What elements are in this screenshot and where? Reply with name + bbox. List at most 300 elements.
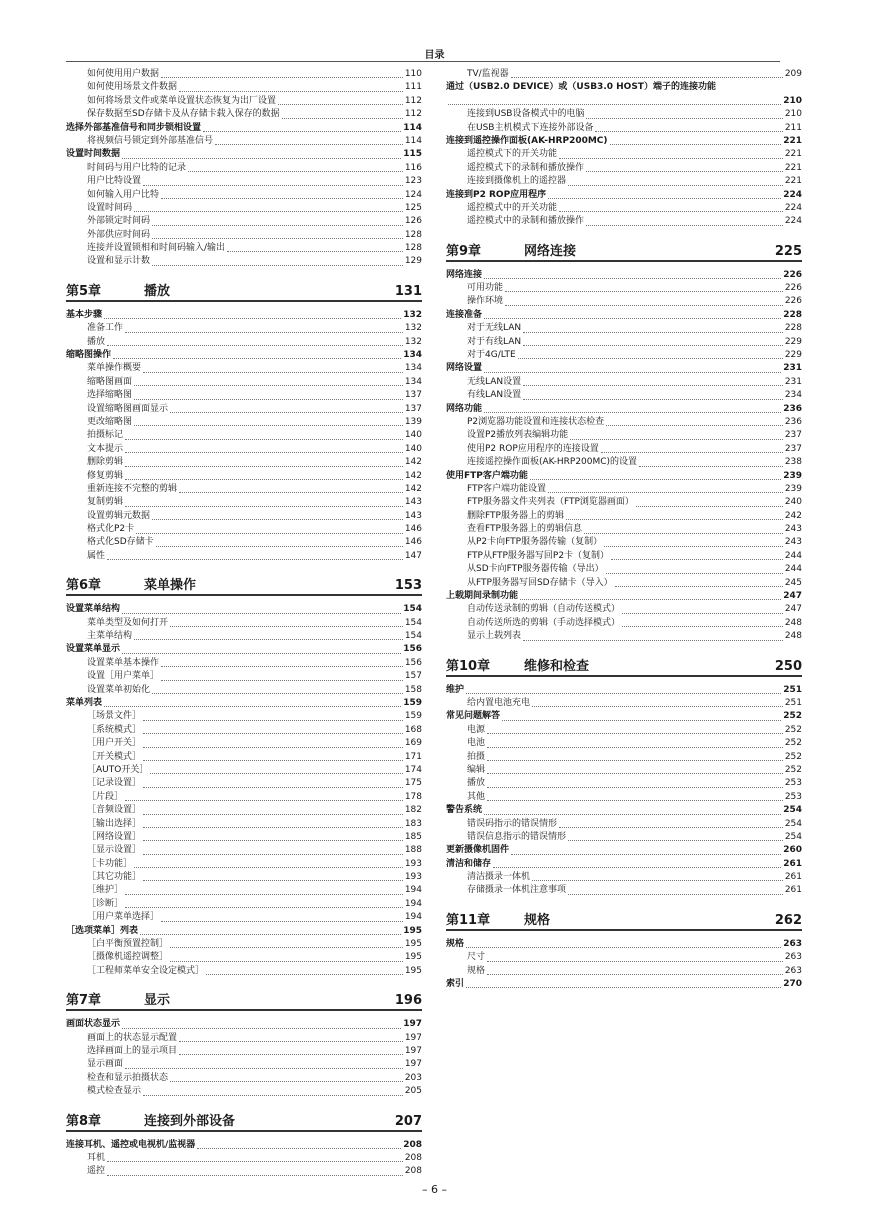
leader-dots [606, 572, 783, 574]
leader-dots [570, 438, 783, 440]
leader-dots [143, 853, 403, 855]
leader-dots [104, 705, 401, 707]
toc-page: 252 [784, 738, 802, 749]
toc-title: 修复剪辑 [87, 470, 124, 481]
leader-dots [125, 1067, 403, 1069]
toc-subentry[interactable] [66, 175, 422, 188]
toc-page: 226 [784, 283, 802, 294]
toc-subentry[interactable] [446, 617, 802, 630]
leader-dots [143, 826, 403, 828]
toc-page: 195 [404, 939, 422, 950]
toc-page: 226 [784, 296, 802, 307]
chapter-number: 第7章 [66, 993, 102, 1009]
toc-subentry[interactable] [446, 791, 802, 804]
toc-subentry[interactable] [66, 255, 422, 268]
toc-title: 用户比特设置 [87, 176, 142, 187]
toc-subentry[interactable] [446, 282, 802, 295]
toc-section-entry[interactable] [66, 148, 422, 161]
header-rule [66, 61, 780, 62]
toc-page: 221 [783, 135, 802, 146]
leader-dots [523, 344, 783, 346]
toc-title: 无线LAN设置 [467, 376, 522, 387]
toc-subentry[interactable] [446, 951, 802, 964]
toc-subentry[interactable] [66, 630, 422, 643]
toc-title: 重新连接不完整的剪辑 [87, 483, 178, 494]
toc-subentry[interactable] [446, 108, 802, 121]
toc-section-entry[interactable] [66, 603, 422, 616]
toc-subentry[interactable] [66, 617, 422, 630]
toc-subentry[interactable] [66, 429, 422, 442]
toc-section-entry[interactable] [66, 349, 422, 362]
toc-subentry[interactable] [446, 577, 802, 590]
toc-subentry[interactable] [446, 295, 802, 308]
toc-title: ［记录设置］ [87, 778, 142, 789]
toc-subentry[interactable] [66, 470, 422, 483]
leader-dots [548, 491, 783, 493]
toc-section-entry[interactable] [66, 643, 422, 656]
chapter-heading[interactable] [446, 908, 802, 931]
toc-entry-page-continuation [446, 95, 802, 108]
toc-page: 238 [784, 457, 802, 468]
leader-dots [487, 960, 783, 962]
toc-title: ［维护］ [87, 885, 124, 896]
toc-subentry[interactable] [446, 537, 802, 550]
toc-subentry[interactable] [66, 818, 422, 831]
leader-dots [466, 946, 781, 948]
leader-dots [511, 76, 783, 78]
toc-title: ［其它功能］ [87, 872, 142, 883]
toc-subentry[interactable] [66, 135, 422, 148]
toc-section-entry[interactable] [66, 309, 422, 322]
leader-dots [282, 117, 403, 119]
toc-title: 选择缩略图 [87, 390, 133, 401]
toc-subentry[interactable] [66, 162, 422, 175]
leader-dots [197, 1147, 401, 1149]
toc-page: 252 [784, 751, 802, 762]
toc-title: 设置菜单基本操作 [87, 657, 160, 668]
toc-subentry[interactable] [66, 938, 422, 951]
toc-subentry[interactable] [446, 336, 802, 349]
toc-page: 137 [404, 390, 422, 401]
toc-title: ［系统模式］ [87, 724, 142, 735]
toc-title: 连接遥控操作面板(AK-HRP200MC)的设置 [467, 457, 638, 468]
toc-title: ［开关模式］ [87, 751, 142, 762]
toc-subentry[interactable] [66, 537, 422, 550]
toc-subentry[interactable] [446, 510, 802, 523]
toc-title: 属性 [87, 550, 106, 561]
toc-subentry[interactable] [66, 1072, 422, 1085]
toc-title: 有线LAN设置 [467, 390, 522, 401]
toc-subentry[interactable] [446, 483, 802, 496]
toc-page: 146 [404, 524, 422, 535]
toc-title: 错误码指示的错误情形 [467, 818, 558, 829]
toc-title: 对于4G/LTE [467, 350, 516, 361]
toc-title: 其他 [467, 791, 486, 802]
chapter-page: 207 [394, 1113, 422, 1129]
toc-subentry[interactable] [66, 804, 422, 817]
toc-subentry[interactable] [66, 68, 422, 81]
leader-dots [586, 117, 782, 119]
toc-subentry[interactable] [66, 242, 422, 255]
toc-page: 168 [404, 724, 422, 735]
toc-subentry[interactable] [446, 777, 802, 790]
toc-subentry[interactable] [446, 764, 802, 777]
toc-page: 253 [784, 778, 802, 789]
toc-page: 210 [783, 95, 802, 106]
toc-subentry[interactable] [66, 202, 422, 215]
toc-subentry[interactable] [446, 751, 802, 764]
toc-subentry[interactable] [446, 443, 802, 456]
toc-subentry[interactable] [446, 322, 802, 335]
toc-title: 时间码与用户比特的记录 [87, 162, 187, 173]
toc-subentry[interactable] [66, 751, 422, 764]
leader-dots [505, 304, 783, 306]
toc-subentry[interactable] [66, 456, 422, 469]
leader-dots [161, 76, 403, 78]
leader-dots [150, 772, 402, 774]
toc-page: 221 [784, 162, 802, 173]
leader-dots [125, 465, 403, 467]
toc-title: 外部供应时间码 [87, 229, 151, 240]
toc-title: 清洁摄录一体机 [467, 872, 531, 883]
toc-page: 224 [784, 216, 802, 227]
toc-subentry[interactable] [446, 148, 802, 161]
toc-page: 243 [784, 524, 802, 535]
toc-subentry[interactable] [66, 911, 422, 924]
toc-title: 连接到USB设备模式中的电脑 [467, 109, 585, 120]
toc-subentry[interactable] [66, 81, 422, 94]
toc-section-entry[interactable] [66, 1139, 422, 1152]
toc-title: 耳机 [87, 1152, 106, 1163]
toc-subentry[interactable] [66, 550, 422, 563]
leader-dots [143, 1094, 403, 1096]
toc-section-entry[interactable] [446, 135, 802, 148]
toc-subentry[interactable] [66, 791, 422, 804]
toc-title: 设置缩略图画面显示 [87, 403, 169, 414]
toc-subentry[interactable] [446, 175, 802, 188]
toc-title: 在USB主机模式下连接外部设备 [467, 122, 594, 133]
toc-subentry[interactable] [446, 884, 802, 897]
toc-subentry[interactable] [446, 429, 802, 442]
toc-page: 239 [784, 483, 802, 494]
toc-title: ［音频设置］ [87, 805, 142, 816]
toc-subentry[interactable] [66, 1165, 422, 1178]
toc-section-entry[interactable] [66, 697, 422, 710]
toc-subentry[interactable] [446, 68, 802, 81]
toc-subentry[interactable] [446, 965, 802, 978]
toc-page: 142 [404, 470, 422, 481]
toc-page: 244 [784, 550, 802, 561]
leader-dots [143, 746, 403, 748]
leader-dots [487, 786, 783, 788]
toc-section-entry[interactable] [446, 804, 802, 817]
toc-subentry[interactable] [66, 670, 422, 683]
toc-title: 删除剪辑 [87, 457, 124, 468]
toc-title: 连接耳机、遥控或电视机/监视器 [66, 1139, 196, 1150]
toc-title: 画面状态显示 [66, 1019, 121, 1030]
toc-subentry[interactable] [66, 336, 422, 349]
toc-page: 142 [404, 457, 422, 468]
toc-subentry[interactable] [446, 456, 802, 469]
leader-dots [122, 1027, 401, 1029]
toc-subentry[interactable] [446, 349, 802, 362]
toc-title: 保存数据至SD存储卡及从存储卡载入保存的数据 [87, 109, 280, 120]
toc-subentry[interactable] [66, 496, 422, 509]
toc-page: 228 [784, 323, 802, 334]
toc-title: 设置菜单初始化 [87, 684, 151, 695]
leader-dots [134, 638, 403, 640]
toc-subentry[interactable] [66, 443, 422, 456]
toc-subentry[interactable] [66, 510, 422, 523]
leader-dots [143, 371, 403, 373]
toc-subentry[interactable] [446, 871, 802, 884]
toc-title: 规格 [446, 938, 465, 949]
toc-section-entry[interactable] [446, 362, 802, 375]
leader-dots [566, 518, 783, 520]
leader-dots [520, 598, 781, 600]
toc-page: 195 [404, 965, 422, 976]
toc-title: 选择外部基准信号和同步锁相设置 [66, 122, 202, 133]
toc-subentry[interactable] [66, 403, 422, 416]
toc-section-entry[interactable] [446, 309, 802, 322]
toc-subentry[interactable] [66, 1058, 422, 1071]
leader-dots [568, 893, 783, 895]
toc-title: 规格 [467, 965, 486, 976]
chapter-title: 菜单操作 [144, 578, 197, 594]
chapter-heading[interactable] [66, 1109, 422, 1132]
toc-subentry[interactable] [66, 858, 422, 871]
leader-dots [518, 357, 783, 359]
toc-subentry[interactable] [446, 389, 802, 402]
toc-subentry[interactable] [446, 122, 802, 135]
toc-title: 自动传送所选的剪辑（手动选择模式） [467, 617, 621, 628]
toc-page: 240 [784, 497, 802, 508]
toc-page: 252 [784, 724, 802, 735]
toc-page: 134 [403, 350, 422, 361]
leader-dots [203, 130, 401, 132]
toc-title: 检查和显示拍摄状态 [87, 1072, 169, 1083]
leader-dots [523, 398, 783, 400]
leader-dots [113, 357, 401, 359]
toc-page: 139 [404, 416, 422, 427]
toc-subentry[interactable] [66, 322, 422, 335]
toc-page: 197 [404, 1032, 422, 1043]
toc-section-entry[interactable] [446, 844, 802, 857]
toc-subentry[interactable] [66, 831, 422, 844]
toc-subentry[interactable] [66, 965, 422, 978]
toc-subentry[interactable] [446, 563, 802, 576]
toc-title: 画面上的状态显示配置 [87, 1032, 178, 1043]
toc-subentry[interactable] [66, 657, 422, 670]
toc-page: 194 [404, 912, 422, 923]
toc-subentry[interactable] [66, 777, 422, 790]
toc-subentry[interactable] [66, 1152, 422, 1165]
toc-subentry[interactable] [446, 831, 802, 844]
toc-section-entry[interactable] [446, 81, 802, 94]
toc-section-entry[interactable] [66, 925, 422, 938]
toc-page: 252 [783, 711, 802, 722]
toc-subentry[interactable] [66, 523, 422, 536]
leader-dots [143, 786, 403, 788]
toc-subentry[interactable] [66, 1045, 422, 1058]
toc-page: 143 [404, 497, 422, 508]
leader-dots [179, 491, 403, 493]
toc-title: 常见问题解答 [446, 711, 501, 722]
toc-subentry[interactable] [66, 710, 422, 723]
toc-section-entry[interactable] [446, 938, 802, 951]
toc-page: 158 [404, 684, 422, 695]
toc-section-entry[interactable] [446, 470, 802, 483]
toc-section-entry[interactable] [446, 684, 802, 697]
toc-title: 复制剪辑 [87, 497, 124, 508]
toc-subentry[interactable] [66, 376, 422, 389]
toc-subentry[interactable] [66, 389, 422, 402]
toc-subentry[interactable] [446, 376, 802, 389]
toc-page: 116 [404, 162, 422, 173]
toc-title: 网络连接 [446, 269, 483, 280]
toc-title: 警告系统 [446, 805, 483, 816]
toc-section-entry[interactable] [446, 978, 802, 991]
toc-page: 174 [404, 764, 422, 775]
toc-subentry[interactable] [66, 951, 422, 964]
toc-page: 270 [783, 979, 802, 990]
leader-dots [615, 585, 783, 587]
chapter-heading[interactable] [66, 573, 422, 596]
toc-title: 给内置电池充电 [467, 698, 531, 708]
toc-section-entry[interactable] [446, 710, 802, 723]
toc-subentry[interactable] [66, 229, 422, 242]
toc-page: 210 [784, 109, 802, 120]
toc-page: 159 [403, 698, 422, 708]
toc-subentry[interactable] [446, 550, 802, 563]
chapter-number: 第10章 [446, 658, 491, 674]
toc-subentry[interactable] [66, 884, 422, 897]
toc-title: 如何使用场景文件数据 [87, 82, 178, 93]
chapter-heading[interactable] [446, 654, 802, 677]
toc-title: 准备工作 [87, 323, 124, 334]
toc-subentry[interactable] [446, 162, 802, 175]
toc-title: ［诊断］ [87, 898, 124, 909]
toc-subentry[interactable] [66, 898, 422, 911]
leader-dots [156, 545, 403, 547]
toc-subentry[interactable] [66, 724, 422, 737]
toc-title: 设置［用户菜单］ [87, 671, 160, 682]
toc-title: 遥控模式下的开关功能 [467, 149, 558, 160]
toc-page: 114 [403, 122, 422, 133]
toc-subentry[interactable] [66, 1085, 422, 1098]
toc-title: 设置时间数据 [66, 149, 121, 160]
toc-page: 134 [404, 363, 422, 374]
toc-section-entry[interactable] [446, 590, 802, 603]
toc-subentry[interactable] [446, 416, 802, 429]
toc-subentry[interactable] [66, 844, 422, 857]
toc-subentry[interactable] [66, 871, 422, 884]
chapter-heading[interactable] [66, 988, 422, 1011]
toc-page: 134 [404, 376, 422, 387]
leader-dots [152, 692, 403, 694]
toc-title: 删除FTP服务器上的剪辑 [467, 510, 564, 521]
toc-page: 244 [784, 564, 802, 575]
toc-subentry[interactable] [446, 215, 802, 228]
toc-section-entry[interactable] [446, 403, 802, 416]
toc-title: 设置菜单结构 [66, 604, 121, 615]
leader-dots [125, 451, 403, 453]
toc-subentry[interactable] [446, 523, 802, 536]
toc-page: 178 [404, 791, 422, 802]
toc-page: 208 [404, 1152, 422, 1163]
leader-dots [610, 143, 782, 145]
leader-dots [134, 866, 403, 868]
leader-dots [466, 692, 781, 694]
toc-page: 226 [783, 269, 802, 280]
toc-subentry[interactable] [446, 724, 802, 737]
toc-subentry[interactable] [446, 697, 802, 710]
toc-title: 设置P2播放列表编辑功能 [467, 430, 569, 441]
toc-subentry[interactable] [66, 684, 422, 697]
toc-subentry[interactable] [446, 496, 802, 509]
toc-section-entry[interactable] [446, 858, 802, 871]
chapter-heading[interactable] [66, 279, 422, 302]
toc-subentry[interactable] [66, 362, 422, 375]
leader-dots [559, 210, 783, 212]
leader-dots [227, 250, 403, 252]
leader-dots [134, 398, 403, 400]
toc-section-entry[interactable] [66, 122, 422, 135]
leader-dots [502, 719, 781, 721]
leader-dots [152, 237, 403, 239]
leader-dots [161, 920, 403, 922]
leader-dots [622, 625, 783, 627]
toc-page: 154 [404, 631, 422, 642]
toc-subentry[interactable] [66, 1032, 422, 1045]
toc-title: 从SD卡向FTP服务器传输（导出） [467, 564, 604, 575]
toc-title: 菜单类型及如何打开 [87, 617, 169, 628]
toc-page: 140 [404, 443, 422, 454]
chapter-title: 维修和检查 [524, 658, 590, 674]
toc-title: 电源 [467, 724, 486, 735]
toc-section-entry[interactable] [66, 1018, 422, 1031]
toc-section-entry[interactable] [446, 189, 802, 202]
toc-page: 261 [784, 885, 802, 896]
toc-title: 自动传送录制的剪辑（自动传送模式） [467, 604, 621, 615]
leader-dots [122, 652, 401, 654]
toc-subentry[interactable] [446, 737, 802, 750]
toc-subentry[interactable] [446, 630, 802, 643]
toc-subentry[interactable] [66, 416, 422, 429]
toc-title: 如何输入用户比特 [87, 189, 160, 200]
chapter-heading[interactable] [446, 239, 802, 262]
toc-subentry[interactable] [66, 483, 422, 496]
chapter-page: 196 [394, 993, 422, 1009]
toc-page: 154 [403, 604, 422, 615]
leader-dots [140, 933, 401, 935]
toc-subentry[interactable] [446, 603, 802, 616]
leader-dots [487, 732, 783, 734]
toc-section-entry[interactable] [446, 269, 802, 282]
toc-subentry[interactable] [66, 737, 422, 750]
toc-subentry[interactable] [66, 108, 422, 121]
toc-subentry[interactable] [66, 764, 422, 777]
toc-subentry[interactable] [66, 189, 422, 202]
toc-page: 263 [783, 938, 802, 949]
toc-subentry[interactable] [446, 202, 802, 215]
toc-title: 网络设置 [446, 363, 483, 374]
toc-subentry[interactable] [446, 818, 802, 831]
toc-subentry[interactable] [66, 215, 422, 228]
toc-page: 156 [403, 644, 422, 655]
toc-subentry[interactable] [66, 95, 422, 108]
leader-dots [586, 170, 783, 172]
